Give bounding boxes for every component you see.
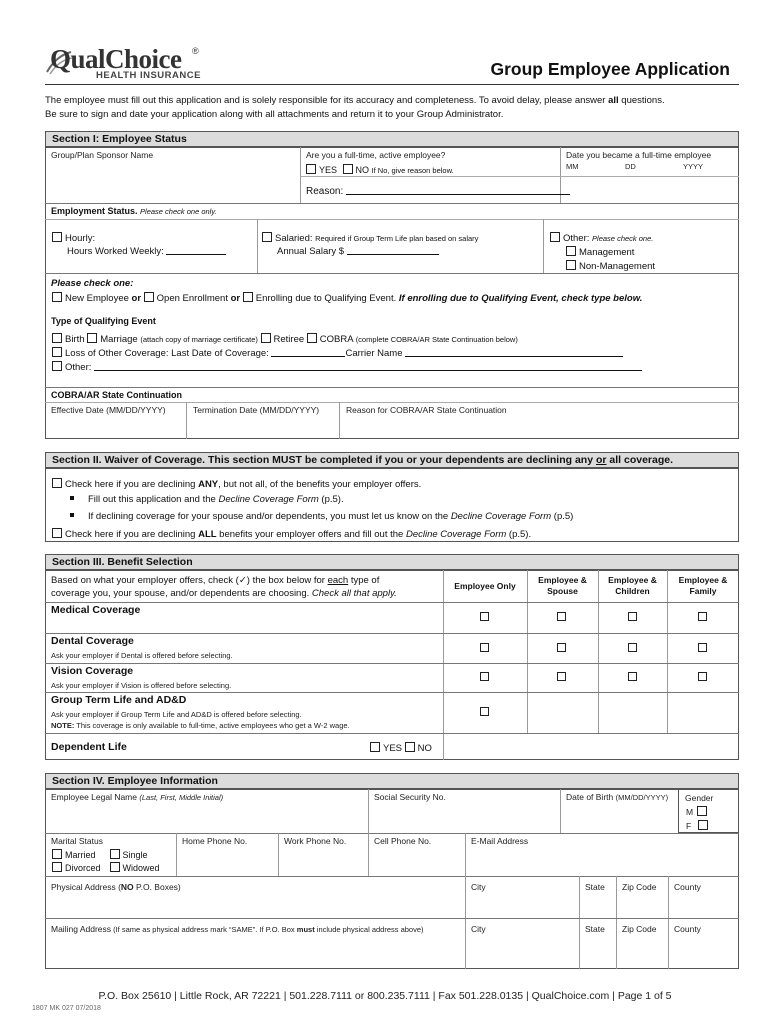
cobra-checkbox[interactable]	[307, 333, 317, 343]
logo-subtitle: HEALTH INSURANCE	[96, 70, 201, 81]
salaried-option	[262, 232, 478, 244]
title-rule	[45, 84, 739, 85]
management-label: Management	[579, 247, 635, 258]
other-note: Please check one.	[592, 234, 654, 243]
widowed-checkbox[interactable]	[110, 862, 120, 872]
work-phone-label: Work Phone No.	[284, 836, 347, 846]
intro-text: type of	[348, 575, 380, 586]
cobra-note: (complete COBRA/AR State Continuation below)	[355, 335, 518, 344]
decline-any-text-end: , but not all, of the benefits your employer offers.	[218, 479, 422, 490]
divider	[45, 692, 739, 693]
marriage-note: (attach copy of marriage certificate)	[140, 335, 258, 344]
life-note-1: Ask your employer if Group Term Life and AD&D is offered before selecting.	[51, 710, 302, 719]
hours-worked-field[interactable]	[166, 246, 226, 255]
col-employee-spouse-line1: Employee &	[538, 575, 587, 585]
or-label: or	[131, 293, 142, 304]
dob-note: (MM/DD/YYYY)	[615, 793, 669, 802]
reason-label: Reason:	[306, 186, 344, 197]
married-checkbox[interactable]	[52, 849, 62, 859]
yes-label: YES	[383, 743, 403, 754]
cobra-reason-label: Reason for COBRA/AR State Continuation	[346, 405, 507, 415]
bullet-icon	[70, 496, 74, 500]
col-employee-children	[598, 575, 667, 597]
hours-worked-label: Hours Worked Weekly:	[67, 246, 164, 257]
open-enrollment-label: Open Enrollment	[156, 293, 228, 304]
cobra-title: COBRA/AR State Continuation	[51, 390, 182, 400]
bullet-1-text: Fill out this application and the	[88, 494, 219, 505]
marital-status-label: Marital Status	[51, 836, 103, 846]
physical-address-end: P.O. Boxes)	[133, 882, 181, 892]
intro-check-all: Check all that apply.	[311, 588, 397, 599]
loss-of-coverage-label: Loss of Other Coverage: Last Date of Coverage:	[65, 348, 269, 359]
section-2-title-end: all coverage.	[606, 454, 674, 466]
mailing-note-must: must	[296, 925, 315, 934]
married-label: Married	[65, 850, 96, 860]
life-note-2	[51, 721, 350, 730]
enrollment-type-row	[52, 292, 642, 304]
dd-label: DD	[625, 162, 636, 171]
decline-all-text-mid: benefits your employer offers and fill out the	[216, 529, 406, 540]
section-2-title-or: or	[595, 454, 607, 466]
other-event-checkbox[interactable]	[52, 361, 62, 371]
salaried-checkbox[interactable]	[262, 232, 272, 242]
medical-employee-family-checkbox[interactable]	[698, 612, 707, 621]
physical-address-text: Physical Address (	[51, 882, 121, 892]
legal-name-label	[51, 792, 223, 802]
mailing-address-text: Mailing Address	[51, 924, 112, 934]
gender-f-checkbox[interactable]	[698, 820, 708, 830]
annual-salary-label: Annual Salary $	[277, 246, 345, 257]
dental-note: Ask your employer if Dental is offered before selecting.	[51, 651, 233, 660]
mm-label: MM	[566, 162, 579, 171]
divider	[443, 570, 444, 760]
birth-label: Birth	[65, 334, 85, 345]
management-checkbox[interactable]	[566, 246, 576, 256]
annual-salary-field[interactable]	[347, 246, 439, 255]
no-note: If No, give reason below.	[371, 166, 454, 175]
group-sponsor-label: Group/Plan Sponsor Name	[51, 150, 154, 160]
widowed-label: Widowed	[122, 863, 160, 873]
decline-all-bold: ALL	[198, 529, 217, 540]
divider	[300, 147, 301, 203]
marriage-label: Marriage	[100, 334, 138, 345]
other-label: Other:	[563, 233, 590, 244]
col-employee-children-line2: Children	[615, 586, 650, 596]
gender-f-label: F	[686, 821, 692, 831]
divider	[186, 402, 187, 439]
city-label: City	[471, 882, 486, 892]
non-management-label: Non-Management	[579, 261, 656, 272]
divorced-checkbox[interactable]	[52, 862, 62, 872]
employment-status-label: Employment Status.	[51, 206, 138, 216]
col-employee-spouse-line2: Spouse	[547, 586, 578, 596]
mailing-state-label: State	[585, 924, 605, 934]
qualifying-event-label: Enrolling due to Qualifying Event.	[255, 293, 397, 304]
dependent-life-label: Dependent Life	[51, 741, 127, 753]
fulltime-no-checkbox[interactable]	[343, 164, 353, 174]
non-management-option	[566, 260, 655, 272]
cell-phone-label: Cell Phone No.	[374, 836, 432, 846]
dental-employee-children-checkbox[interactable]	[628, 643, 637, 652]
vision-note: Ask your employer if Vision is offered before selecting.	[51, 681, 232, 690]
physical-address-label	[51, 882, 181, 892]
reason-field[interactable]	[346, 186, 570, 195]
divider	[278, 833, 279, 876]
hours-worked-row	[67, 246, 226, 257]
birth-checkbox[interactable]	[52, 333, 62, 343]
qualifying-event-row-3	[52, 361, 642, 373]
divider	[579, 876, 580, 969]
medical-employee-children-checkbox[interactable]	[628, 612, 637, 621]
decline-all-text-end: (p.5).	[506, 529, 532, 540]
benefit-intro-line-2	[51, 588, 397, 599]
home-phone-label: Home Phone No.	[182, 836, 248, 846]
mailing-zip-label: Zip Code	[622, 924, 657, 934]
intro-line-1	[45, 95, 665, 106]
new-employee-label: New Employee	[65, 293, 129, 304]
section-4-header: Section IV. Employee Information	[45, 773, 739, 789]
life-note-text: This coverage is only available to full-time, active employees who get a W-2 wage.	[74, 721, 350, 730]
divider	[45, 602, 739, 603]
divider	[45, 833, 739, 834]
divider	[368, 789, 369, 833]
effective-date-label: Effective Date (MM/DD/YYYY)	[51, 405, 166, 415]
loss-of-coverage-checkbox[interactable]	[52, 347, 62, 357]
divider	[45, 663, 739, 664]
gender-m-checkbox[interactable]	[697, 806, 707, 816]
dental-employee-spouse-checkbox[interactable]	[557, 643, 566, 652]
salaried-note: Required if Group Term Life plan based on salary	[315, 234, 479, 243]
gender-m-row	[686, 806, 710, 817]
divider	[257, 219, 258, 273]
single-checkbox[interactable]	[110, 849, 120, 859]
bullet-2-end: (p.5)	[551, 511, 574, 522]
hourly-label: Hourly:	[65, 233, 96, 244]
non-management-checkbox[interactable]	[566, 260, 576, 270]
annual-salary-row	[277, 246, 439, 257]
divider	[668, 876, 669, 969]
medical-employee-only-checkbox[interactable]	[480, 612, 489, 621]
divider	[45, 918, 739, 919]
intro-text: ) the box below for	[246, 575, 328, 586]
or-label: or	[230, 293, 241, 304]
no-label: NO	[355, 165, 370, 175]
dependent-life-options	[370, 742, 432, 754]
vision-employee-family-checkbox[interactable]	[698, 672, 707, 681]
intro-bold: all	[608, 95, 619, 106]
hourly-option	[52, 232, 95, 244]
decline-bullet-2	[70, 511, 573, 522]
decline-any-text: Check here if you are declining	[65, 479, 199, 490]
vision-coverage-label: Vision Coverage	[51, 665, 134, 677]
life-employee-only-checkbox[interactable]	[480, 707, 489, 716]
decline-all-row	[52, 528, 531, 540]
other-event-label: Other:	[65, 362, 92, 373]
qualifying-event-checkbox[interactable]	[243, 292, 253, 302]
mailing-city-label: City	[471, 924, 486, 934]
qualifying-event-row-2	[52, 347, 623, 359]
bullet-2-text: If declining coverage for your spouse and/or dependents, you must let us know on the	[88, 511, 451, 522]
divider	[45, 273, 739, 274]
employment-status-title	[51, 206, 217, 216]
retiree-checkbox[interactable]	[261, 333, 271, 343]
physical-address-no: NO	[120, 882, 134, 892]
county-label: County	[674, 882, 701, 892]
other-option	[550, 232, 653, 244]
management-option	[566, 246, 634, 258]
dob-text: Date of Birth	[566, 792, 614, 802]
medical-employee-spouse-checkbox[interactable]	[557, 612, 566, 621]
legal-name-note: (Last, First, Middle Initial)	[139, 793, 224, 802]
cobra-label: COBRA	[319, 334, 354, 345]
reason-row	[306, 186, 570, 197]
termination-date-label: Termination Date (MM/DD/YYYY)	[193, 405, 320, 415]
email-label: E-Mail Address	[471, 836, 529, 846]
dob-label	[566, 792, 668, 802]
divider	[300, 176, 739, 177]
logo-registered: ®	[192, 46, 199, 56]
carrier-name-field[interactable]	[405, 348, 623, 357]
life-note-bold: NOTE:	[51, 721, 75, 730]
col-employee-family	[667, 575, 739, 597]
decline-form-link: Decline Coverage Form	[218, 494, 319, 505]
dependent-life-no-checkbox[interactable]	[405, 742, 415, 752]
hourly-checkbox[interactable]	[52, 232, 62, 242]
divider	[45, 402, 739, 403]
new-employee-checkbox[interactable]	[52, 292, 62, 302]
gender-f-row	[686, 820, 711, 831]
intro-line-2: Be sure to sign and date your application along with all attachments and return it to your Group Administrator.	[45, 109, 504, 120]
mailing-address-label	[51, 924, 424, 934]
intro-text-end: questions.	[618, 95, 665, 106]
decline-any-bold: ANY	[198, 479, 219, 490]
decline-any-checkbox[interactable]	[52, 478, 62, 488]
fulltime-yes-checkbox[interactable]	[306, 164, 316, 174]
legal-name-text: Employee Legal Name	[51, 792, 137, 802]
dental-employee-family-checkbox[interactable]	[698, 643, 707, 652]
bullet-icon	[70, 513, 74, 517]
marital-row-1	[52, 849, 148, 860]
employment-status-note: Please check one only.	[140, 207, 217, 216]
divider	[45, 203, 739, 204]
divider	[339, 402, 340, 439]
yyyy-label: YYYY	[683, 162, 704, 171]
qualifying-event-row-1	[52, 333, 518, 345]
decline-all-text: Check here if you are declining	[65, 529, 199, 540]
divider	[45, 633, 739, 634]
gender-m-label: M	[686, 807, 694, 817]
vision-employee-children-checkbox[interactable]	[628, 672, 637, 681]
divider	[45, 733, 739, 734]
other-checkbox[interactable]	[550, 232, 560, 242]
divider	[616, 876, 617, 969]
divider	[543, 219, 544, 273]
section-2-title: Section II. Waiver of Coverage. This section MUST be completed if you or your dependents are declining any	[52, 454, 596, 466]
marital-row-2	[52, 862, 160, 873]
last-date-coverage-field[interactable]	[271, 348, 345, 357]
zip-label: Zip Code	[622, 882, 657, 892]
state-label: State	[585, 882, 605, 892]
logo-brand: QualChoice	[50, 44, 182, 74]
qualifying-event-title: Type of Qualifying Event	[51, 316, 156, 326]
qualifying-event-note: If enrolling due to Qualifying Event, check type below.	[398, 293, 643, 304]
intro-text: Based on what your employer offers, check (	[51, 575, 239, 586]
footer-address: P.O. Box 25610 | Little Rock, AR 72221 | 501.228.7111 or 800.235.7111 | Fax 501.228.0135 | QualChoice.com | Page 1 of 5	[98, 990, 672, 1002]
col-employee-family-line1: Employee &	[678, 575, 728, 585]
bullet-1-end: (p.5).	[318, 494, 344, 505]
vision-employee-spouse-checkbox[interactable]	[557, 672, 566, 681]
section-4-body	[45, 789, 739, 969]
divider	[45, 387, 739, 388]
fulltime-options	[306, 164, 454, 175]
dependent-life-yes-checkbox[interactable]	[370, 742, 380, 752]
mailing-note-end: include physical address above)	[314, 925, 424, 934]
no-label: NO	[417, 743, 432, 754]
dental-employee-only-checkbox[interactable]	[480, 643, 489, 652]
logo	[44, 44, 204, 84]
divorced-label: Divorced	[65, 863, 101, 873]
footer-code: 1807 MK 027 07/2018	[32, 1005, 101, 1012]
salaried-label: Salaried:	[275, 233, 313, 244]
col-employee-family-line2: Family	[689, 586, 717, 596]
divider	[176, 833, 177, 876]
group-term-life-label: Group Term Life and AD&D	[51, 694, 187, 706]
col-employee-children-line1: Employee &	[608, 575, 657, 585]
fulltime-question: Are you a full-time, active employee?	[306, 150, 446, 160]
benefit-intro-line-1	[51, 575, 379, 586]
open-enrollment-checkbox[interactable]	[144, 292, 154, 302]
section-2-header	[45, 452, 739, 468]
page-title: Group Employee Application	[490, 59, 730, 79]
intro-each: each	[327, 575, 349, 586]
section-3-header: Section III. Benefit Selection	[45, 554, 739, 570]
date-fulltime-label: Date you became a full-time employee	[566, 150, 712, 160]
carrier-name-label: Carrier Name	[345, 348, 403, 359]
please-check-one: Please check one:	[51, 278, 134, 289]
mailing-note: (If same as physical address mark “SAME”. If P.O. Box	[111, 925, 297, 934]
col-employee-only: Employee Only	[454, 581, 516, 591]
mailing-county-label: County	[674, 924, 701, 934]
divider	[465, 876, 466, 969]
gender-label: Gender	[685, 793, 714, 803]
decline-form-link: Decline Coverage Form	[450, 511, 552, 522]
ssn-label: Social Security No.	[374, 792, 446, 802]
vision-employee-only-checkbox[interactable]	[480, 672, 489, 681]
marriage-checkbox[interactable]	[87, 333, 97, 343]
divider	[465, 833, 466, 876]
divider	[45, 876, 739, 877]
divider	[45, 219, 739, 220]
intro-text: coverage you, your spouse, and/or dependents are choosing.	[51, 588, 312, 599]
single-label: Single	[122, 850, 148, 860]
retiree-label: Retiree	[273, 334, 305, 345]
divider	[368, 833, 369, 876]
section-1-header: Section I: Employee Status	[45, 131, 739, 147]
decline-bullet-1	[70, 494, 344, 505]
col-employee-spouse	[527, 575, 598, 597]
decline-form-link: Decline Coverage Form	[405, 529, 507, 540]
decline-all-checkbox[interactable]	[52, 528, 62, 538]
divider	[560, 789, 561, 833]
dental-coverage-label: Dental Coverage	[51, 635, 134, 647]
medical-coverage-label: Medical Coverage	[51, 604, 141, 616]
decline-any-row	[52, 478, 421, 490]
intro-text: The employee must fill out this application and is solely responsible for its accuracy and completeness. To avoid delay, please answer	[45, 95, 609, 106]
other-event-field[interactable]	[94, 362, 642, 371]
yes-label: YES	[319, 165, 338, 175]
checkmark-icon: ✓	[238, 575, 247, 586]
